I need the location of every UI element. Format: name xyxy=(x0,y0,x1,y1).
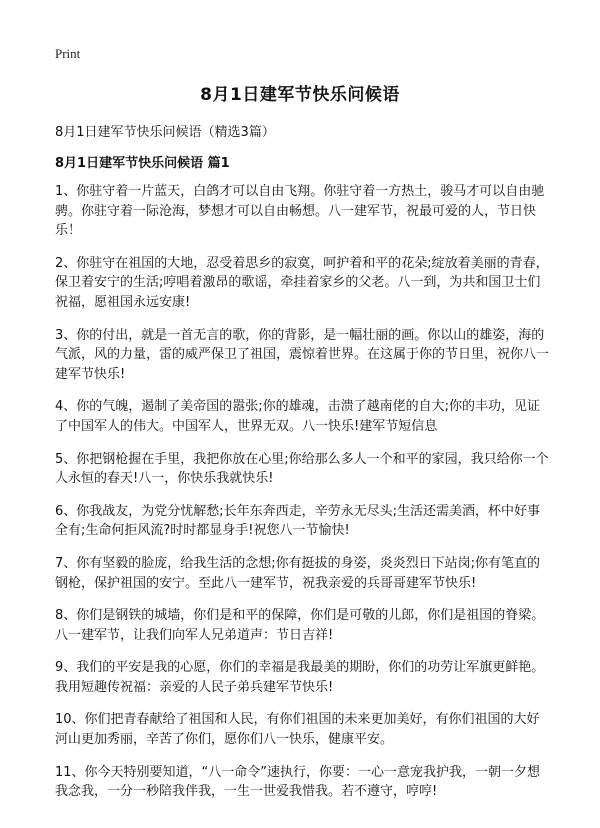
paragraph: 1、你驻守着一片蓝天，白鸽才可以自由飞翔。你驻守着一方热土，骏马才可以自由驰骋。你驻守着一际沧海，梦想才可以自由畅想。八一建军节，祝最可爱的人，节日快乐！ xyxy=(55,184,545,239)
paragraph: 4、你的气魄，遏制了美帝国的嚣张;你的雄魂，击溃了越南佬的自大;你的丰功，见证了中国军人的伟大。中国军人，世界无双。八一快乐!建军节短信息 xyxy=(55,399,541,434)
paragraph: 10、你们把青春献给了祖国和人民，有你们祖国的未来更加美好，有你们祖国的大好河山更加秀丽，辛苦了你们，愿你们八一快乐，健康平安。 xyxy=(55,712,540,748)
paragraph: 2、你驻守在祖国的大地，忍受着思乡的寂寞，呵护着和平的花朵;绽放着美丽的青春，保卫着安宁的生活;哼唱着激昂的歌谣，牵挂着家乡的父老。八一到，为共和国卫士们祝福，愿祖国永远安康! xyxy=(55,255,549,310)
paragraph: 8、你们是钢铁的城墙，你们是和平的保障，你们是可敬的儿郎，你们是祖国的脊梁。八一建军节，让我们向军人兄弟道声：节日吉祥! xyxy=(55,608,545,643)
document-subtitle: 8月1日建军节快乐问候语（精选3篇） xyxy=(55,125,275,140)
paragraph: 11、你今天特别要知道，“八一命令”速执行，你要：一心一意宠我护我，一朝一夕想我念我，一分一秒陪我伴我，一生一世爱我惜我。若不遵守，哼哼! xyxy=(55,764,541,800)
paragraph: 5、你把钢枪握在手里，我把你放在心里;你给那么多人一个和平的家园，我只给你一个人永恒的春天!八一，你快乐我就快乐! xyxy=(55,451,549,487)
paragraph-list xyxy=(55,182,550,815)
paragraph: 3、你的付出，就是一首无言的歌，你的背影，是一幅壮丽的画。你以山的雄姿，海的气派，风的力量，雷的威严保卫了祖国，震惊着世界。在这属于你的节日里，祝你八一建军节快乐! xyxy=(55,327,550,382)
paragraph: 6、你我战友，为党分忧解愁;长年东奔西走，辛劳永无尽头;生活还需美酒，杯中好事全有;生命何拒风流?时时都显身手!祝您八一节愉快! xyxy=(55,503,541,539)
page-title: 8月1日建军节快乐问候语 xyxy=(200,85,400,105)
print-label[interactable]: Print xyxy=(55,46,81,61)
paragraph: 9、我们的平安是我的心愿，你们的幸福是我最美的期盼，你们的功劳让军旗更鲜艳。我用短趣传祝福：亲爱的人民子弟兵建军节快乐! xyxy=(55,660,545,695)
paragraph: 7、你有坚毅的脸庞，给我生活的念想;你有挺拔的身姿，炎炎烈日下站岗;你有笔直的钢枪，保护祖国的安宁。至此八一建军节，祝我亲爱的兵哥哥建军节快乐! xyxy=(55,555,541,591)
section-heading: 8月1日建军节快乐问候语 篇1 xyxy=(55,156,230,171)
